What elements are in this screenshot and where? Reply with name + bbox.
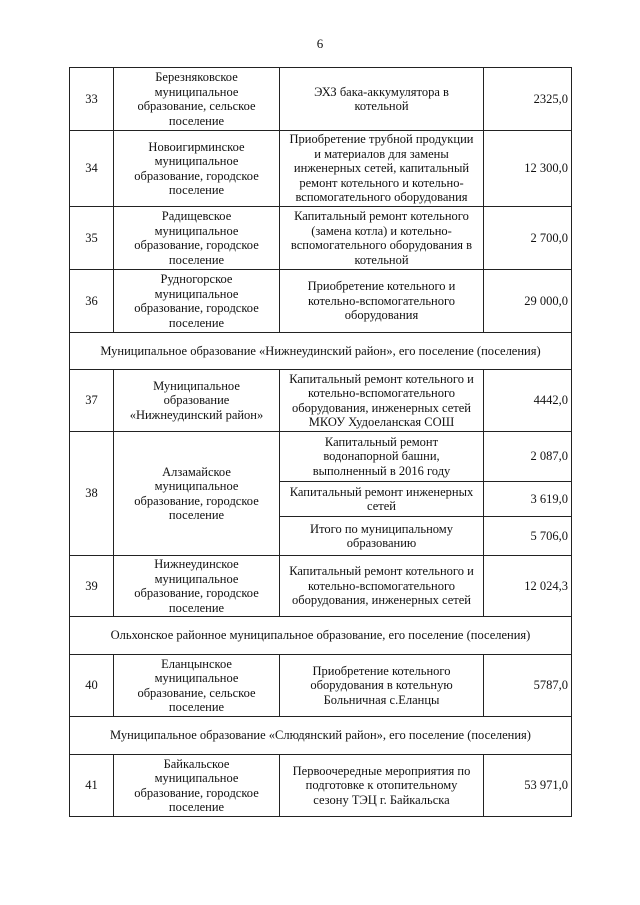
- table-row: [70, 655, 572, 717]
- measure-description: Первоочередные мероприятия по подготовке к отопительному сезону ТЭЦ г. Байкальска: [280, 755, 484, 817]
- section-row: [70, 717, 572, 755]
- row-number: 35: [70, 207, 114, 270]
- amount-value: 5 706,0: [484, 517, 572, 556]
- table-row: [70, 370, 572, 432]
- amount-value: 5787,0: [484, 655, 572, 717]
- table-row: [70, 432, 572, 482]
- row-number: 36: [70, 270, 114, 333]
- amount-value: 2325,0: [484, 68, 572, 131]
- measure-description: Капитальный ремонт инженерных сетей: [280, 482, 484, 517]
- table-row: [70, 207, 572, 270]
- section-heading: Ольхонское районное муниципальное образование, его поселение (поселения): [70, 617, 572, 655]
- municipality-name: Еланцынское муниципальное образование, сельское поселение: [114, 655, 280, 717]
- municipality-name: Рудногорское муниципальное образование, городское поселение: [114, 270, 280, 333]
- row-number: 37: [70, 370, 114, 432]
- table-row: [70, 68, 572, 131]
- measure-description: ЭХЗ бака-аккумулятора в котельной: [280, 68, 484, 131]
- table-row: [70, 131, 572, 207]
- measure-description: Капитальный ремонт котельного (замена котла) и котельно- вспомогательного оборудования в котельной: [280, 207, 484, 270]
- amount-value: 3 619,0: [484, 482, 572, 517]
- measure-description: Итого по муниципальному образованию: [280, 517, 484, 556]
- measure-description: Приобретение котельного и котельно-вспомогательного оборудования: [280, 270, 484, 333]
- page-number: 6: [316, 36, 324, 51]
- amount-value: 2 087,0: [484, 432, 572, 482]
- funding-table: [69, 67, 572, 817]
- section-heading: Муниципальное образование «Слюдянский район», его поселение (поселения): [70, 717, 572, 755]
- measure-description: Приобретение трубной продукции и материалов для замены инженерных сетей, капитальный ремонт котельного и котельно- вспомогательного оборудования: [280, 131, 484, 207]
- row-number: 38: [70, 432, 114, 556]
- municipality-name: Новоигирминское муниципальное образование, городское поселение: [114, 131, 280, 207]
- municipality-name: Радищевское муниципальное образование, городское поселение: [114, 207, 280, 270]
- amount-value: 12 300,0: [484, 131, 572, 207]
- section-heading: Муниципальное образование «Нижнеудинский район», его поселение (поселения): [70, 333, 572, 370]
- section-row: [70, 617, 572, 655]
- amount-value: 12 024,3: [484, 556, 572, 617]
- section-row: [70, 333, 572, 370]
- table-row: [70, 270, 572, 333]
- measure-description: Приобретение котельного оборудования в котельную Больничная с.Еланцы: [280, 655, 484, 717]
- row-number: 41: [70, 755, 114, 817]
- measure-description: Капитальный ремонт котельного и котельно-вспомогательного оборудования, инженерных сетей: [280, 556, 484, 617]
- table-row: [70, 556, 572, 617]
- amount-value: 53 971,0: [484, 755, 572, 817]
- amount-value: 29 000,0: [484, 270, 572, 333]
- municipality-name: Нижнеудинское муниципальное образование, городское поселение: [114, 556, 280, 617]
- municipality-name: Муниципальное образование «Нижнеудинский район»: [114, 370, 280, 432]
- row-number: 34: [70, 131, 114, 207]
- table-row: [70, 755, 572, 817]
- measure-description: Капитальный ремонт водонапорной башни, выполненный в 2016 году: [280, 432, 484, 482]
- municipality-name: Алзамайское муниципальное образование, городское поселение: [114, 432, 280, 556]
- row-number: 33: [70, 68, 114, 131]
- municipality-name: Березняковское муниципальное образование, сельское поселение: [114, 68, 280, 131]
- amount-value: 4442,0: [484, 370, 572, 432]
- measure-description: Капитальный ремонт котельного и котельно-вспомогательного оборудования, инженерных сетей МКОУ Худоеланская СОШ: [280, 370, 484, 432]
- row-number: 39: [70, 556, 114, 617]
- amount-value: 2 700,0: [484, 207, 572, 270]
- row-number: 40: [70, 655, 114, 717]
- municipality-name: Байкальское муниципальное образование, городское поселение: [114, 755, 280, 817]
